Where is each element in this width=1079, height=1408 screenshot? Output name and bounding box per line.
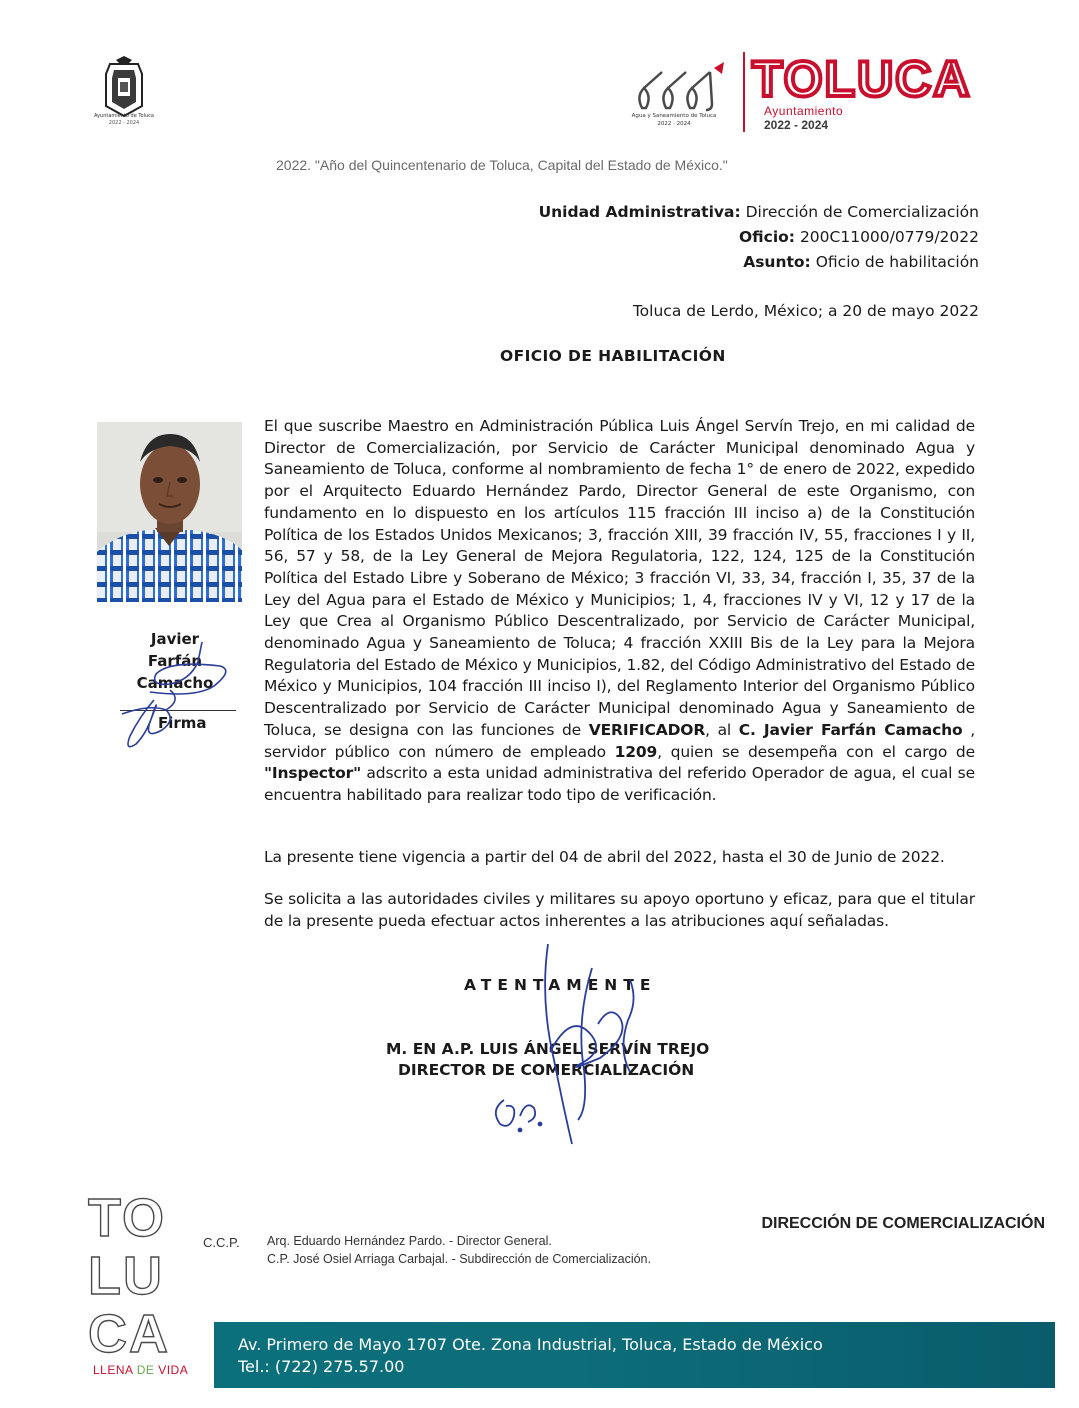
designated-person: C. Javier Farfán Camacho [738, 720, 963, 739]
toluca-letters-ca: CA [88, 1304, 170, 1362]
side-name-first: Javier [150, 630, 200, 648]
ccp-recipient-2: C.P. José Osiel Arriaga Carbajal. - Subdirección de Comercialización. [267, 1252, 651, 1266]
address-street: Av. Primero de Mayo 1707 Ote. Zona Industrial, Toluca, Estado de México [238, 1335, 823, 1354]
meta-asunto [743, 253, 979, 271]
meta-unidad-label: Unidad Administrativa: [538, 203, 741, 221]
agua-saneamiento-logo [632, 58, 732, 114]
employee-number: 1209 [614, 742, 658, 761]
aas-caption-years: 2022 · 2024 [657, 121, 691, 127]
tagline-llena: LLENA [93, 1363, 137, 1377]
meta-unidad-administrativa [539, 203, 979, 221]
designation-paragraph [264, 416, 975, 807]
toluca-wordmark-text: TOLUCA [752, 52, 972, 104]
header-divider [743, 52, 745, 132]
meta-oficio [739, 228, 979, 246]
role-verificador: VERIFICADOR [588, 720, 706, 739]
closing-atentamente: ATENTAMENTE [464, 976, 657, 994]
side-name-second: Farfán [147, 652, 203, 670]
ccp-recipient-1: Arq. Eduardo Hernández Pardo. - Director General. [267, 1234, 552, 1248]
document-title: OFICIO DE HABILITACIÓN [500, 347, 726, 365]
paragraph-text-part3: , servidor público con número de empleado [264, 720, 975, 761]
paragraph-text-part4: , quien se desempeña con el cargo de [657, 742, 975, 761]
main-paragraph [264, 416, 975, 807]
tagline-de: DE [136, 1363, 159, 1377]
meta-asunto-label: Asunto: [743, 253, 811, 271]
place-date: Toluca de Lerdo, México; a 20 de mayo 2022 [632, 302, 979, 320]
employee-handwritten-signature [110, 640, 240, 760]
toluca-letters-logo [86, 1186, 206, 1362]
year-motto: 2022. "Año del Quincentenario de Toluca, Capital del Estado de México." [276, 157, 728, 173]
seal-caption-years: 2022 - 2024 [108, 120, 140, 126]
tagline-vida: VIDA [158, 1363, 189, 1377]
toluca-wordmark-logo [750, 52, 972, 104]
meta-asunto-value: Oficio de habilitación [815, 253, 979, 271]
meta-unidad-value: Dirección de Comercialización [745, 203, 979, 221]
paragraph-text-part1: El que suscribe Maestro en Administración Pública Luis Ángel Servín Trejo, en mi calidad de Director de Comercialización, por Servicio de Carácter Municipal denominado Agua y Saneamiento de Toluca, conforme al nombramiento de fecha 1° de enero de 2022, expedido por el Arquitecto Eduardo Hernández Pardo, Director General de este Organismo, con fundamento en lo dispuesto en los artículos 115 fracción III inciso a) de la Constitución Política de los Estados Unidos Mexicanos; 3, fracción XIII, 39 fracción IV, 55, fracciones I y II, 56, 57 y 58, de la Ley General de Mejora Regulatoria, 122, 124, 125 de la Constitución Política del Estado Libre y Soberano de México; 3 fracción VI, 33, 34, fracción I, 35, 37 de la Ley del Agua para el Estado de México y Municipios; 1, 4, fracciones IV y VI, 12 y 17 de la Ley que Crea al Organismo Público Descentralizado, por Servicio de Carácter Municipal, denominado Agua y Saneamiento de Toluca; 4 fracción XXIII Bis de la Ley para la Mejora Regulatoria del Estado de México y Municipios, 1.82, del Código Administrativo del Estado de México y Municipios, 104 fracción III inciso I), del Reglamento Interior del Organismo Público Descentralizado por Servicio de Carácter Municipal denominado Agua y Saneamiento de Toluca, se designa con las funciones de [264, 417, 975, 739]
solicita-paragraph: Se solicita a las autoridades civiles y militares su apoyo oportuno y eficaz, para que el titular de la presente pueda efectuar actos inherentes a las atribuciones aquí señaladas. [264, 890, 975, 930]
meta-oficio-value: 200C11000/0779/2022 [799, 228, 979, 246]
address-phone: Tel.: (722) 275.57.00 [238, 1357, 405, 1376]
ayuntamiento-label: Ayuntamiento [764, 104, 844, 118]
seal-caption: Ayuntamiento de Toluca [94, 113, 154, 119]
signer-name: M. EN A.P. LUIS ÁNGEL SERVÍN TREJO [386, 1040, 710, 1058]
ayuntamiento-years: 2022 - 2024 [764, 118, 829, 132]
firma-label: Firma [158, 714, 207, 732]
employee-cargo: "Inspector" [264, 764, 362, 783]
director-handwritten-signature [480, 940, 660, 1150]
paragraph-text-part2: , al [705, 720, 739, 739]
llena-de-vida-tagline [93, 1363, 188, 1377]
signer-title: DIRECTOR DE COMERCIALIZACIÓN [398, 1061, 695, 1079]
ccp-label: C.C.P. [203, 1235, 240, 1250]
aas-caption: Agua y Saneamiento de Toluca [631, 113, 717, 119]
address-bar [214, 1322, 1055, 1388]
side-name-third: Camacho [136, 674, 214, 692]
toluca-letters-to: TO [88, 1188, 167, 1248]
paragraph-text-part5: adscrito a esta unidad administrativa del referido Operador de agua, el cual se encuentra habilitado para realizar todo tipo de verificación. [264, 764, 975, 804]
meta-oficio-label: Oficio: [738, 228, 795, 246]
footer-department: DIRECCIÓN DE COMERCIALIZACIÓN [761, 1215, 1045, 1232]
toluca-letters-lu: LU [88, 1246, 164, 1306]
employee-photo [97, 422, 242, 602]
vigencia-paragraph: La presente tiene vigencia a partir del 04 de abril del 2022, hasta el 30 de Junio de 2022. [264, 848, 945, 866]
